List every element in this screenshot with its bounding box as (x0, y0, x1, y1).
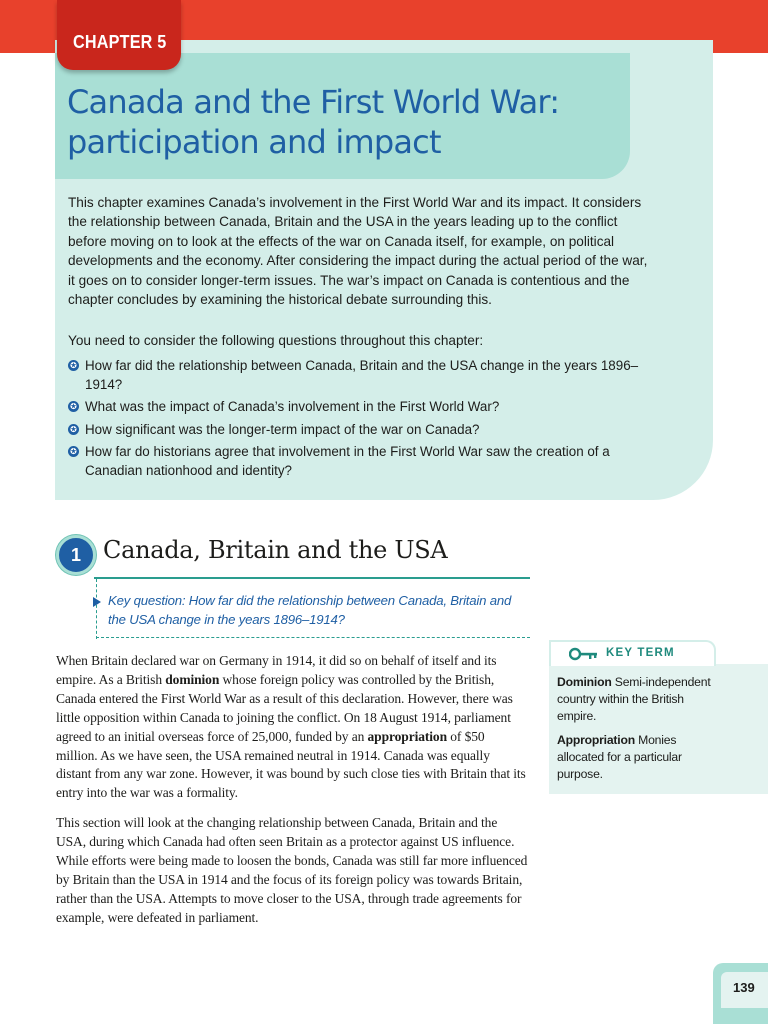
key-term-label: KEY TERM (606, 647, 675, 659)
term-appropriation: appropriation (367, 728, 447, 744)
list-item (68, 443, 643, 480)
question-text: How far did the relationship between Canada, Britain and the USA change in the years 1896–1914? (85, 358, 639, 392)
section-divider (94, 577, 530, 579)
list-item (68, 421, 643, 440)
star-bullet-icon: ✪ (68, 424, 79, 435)
body-paragraph-1 (56, 652, 528, 803)
triangle-arrow-icon (93, 597, 101, 607)
body-paragraph-2: This section will look at the changing relationship between Canada, Britain and the USA, during which Canada had often seen Britain as a protector against US influence. While efforts were being made to loosen the bonds, Canada was still far more influenced by Britain than the USA in 1914 and the focus of its foreign policy was towards Britain, rather than the USA. Attempts to move closer to the USA, through trade agreements for example, were defeated in parliament. (56, 815, 528, 925)
question-text: How significant was the longer-term impact of the war on Canada? (85, 421, 480, 437)
key-question-label: Key question: (108, 593, 186, 608)
section-number-badge: 1 (56, 535, 96, 575)
star-bullet-icon: ✪ (68, 401, 79, 412)
body-text-run: of $50 million. As we have seen, the USA remained neutral in 1914. Canada was equally distant from any war zone. However, it was bound by such close ties with Britain that its entry into the war was a formality. (56, 728, 526, 801)
key-question (108, 591, 528, 629)
definition-term: Dominion (557, 675, 612, 689)
chapter-label: CHAPTER 5 (73, 32, 167, 52)
definition-text: Monies allocated for a particular purpose. (557, 733, 682, 782)
chapter-title: Canada and the First World War: participation and impact (67, 83, 560, 161)
body-text-run: whose foreign policy was controlled by the British, Canada entered the First World War as a result of this declaration. However, there was little opposition within Canada to joining the conflict. On 18 August 1914, parliament agreed to an initial overseas force of 25,000, funded by an (56, 671, 513, 744)
key-term-definition (557, 674, 717, 726)
page-number: 139 (733, 980, 755, 995)
body-text-run: When Britain declared war on Germany in 1914, it did so on behalf of itself and its empire. As a British (56, 653, 497, 687)
key-question-border-bottom (96, 637, 530, 638)
question-text: What was the impact of Canada’s involvement in the First World War? (85, 399, 500, 415)
intro-paragraph: This chapter examines Canada’s involvement in the First World War and its impact. It considers the relationship between Canada, Britain and the USA in the years leading up to the conflict before moving on to look at the effects of the war on Canada itself, for example, on political developments and the economy. After considering the impact during the actual period of the war, it goes on to consider longer-term issues. The war’s impact on Canada is contentious and the chapter concludes by examining the historical debate surrounding this. (68, 195, 648, 308)
key-question-border (96, 579, 97, 639)
chapter-tab (57, 0, 181, 70)
star-bullet-icon: ✪ (68, 360, 79, 371)
questions-lead: You need to consider the following questions throughout this chapter: (68, 333, 484, 348)
list-item (68, 398, 643, 417)
term-dominion: dominion (165, 671, 220, 687)
definition-text: Semi-independent country within the British empire. (557, 675, 711, 724)
key-term-header (549, 640, 716, 666)
question-text: How far do historians agree that involvement in the First World War saw the creation of a Canadian nationhood and identity? (85, 444, 610, 478)
star-bullet-icon: ✪ (68, 446, 79, 457)
key-icon (569, 647, 599, 661)
key-term-definition (557, 732, 717, 784)
key-question-text: How far did the relationship between Canada, Britain and the USA change in the years 1896–1914? (108, 593, 512, 627)
section-title: Canada, Britain and the USA (103, 536, 448, 564)
list-item (68, 357, 643, 394)
definition-term: Appropriation (557, 733, 635, 747)
question-list (68, 357, 643, 485)
